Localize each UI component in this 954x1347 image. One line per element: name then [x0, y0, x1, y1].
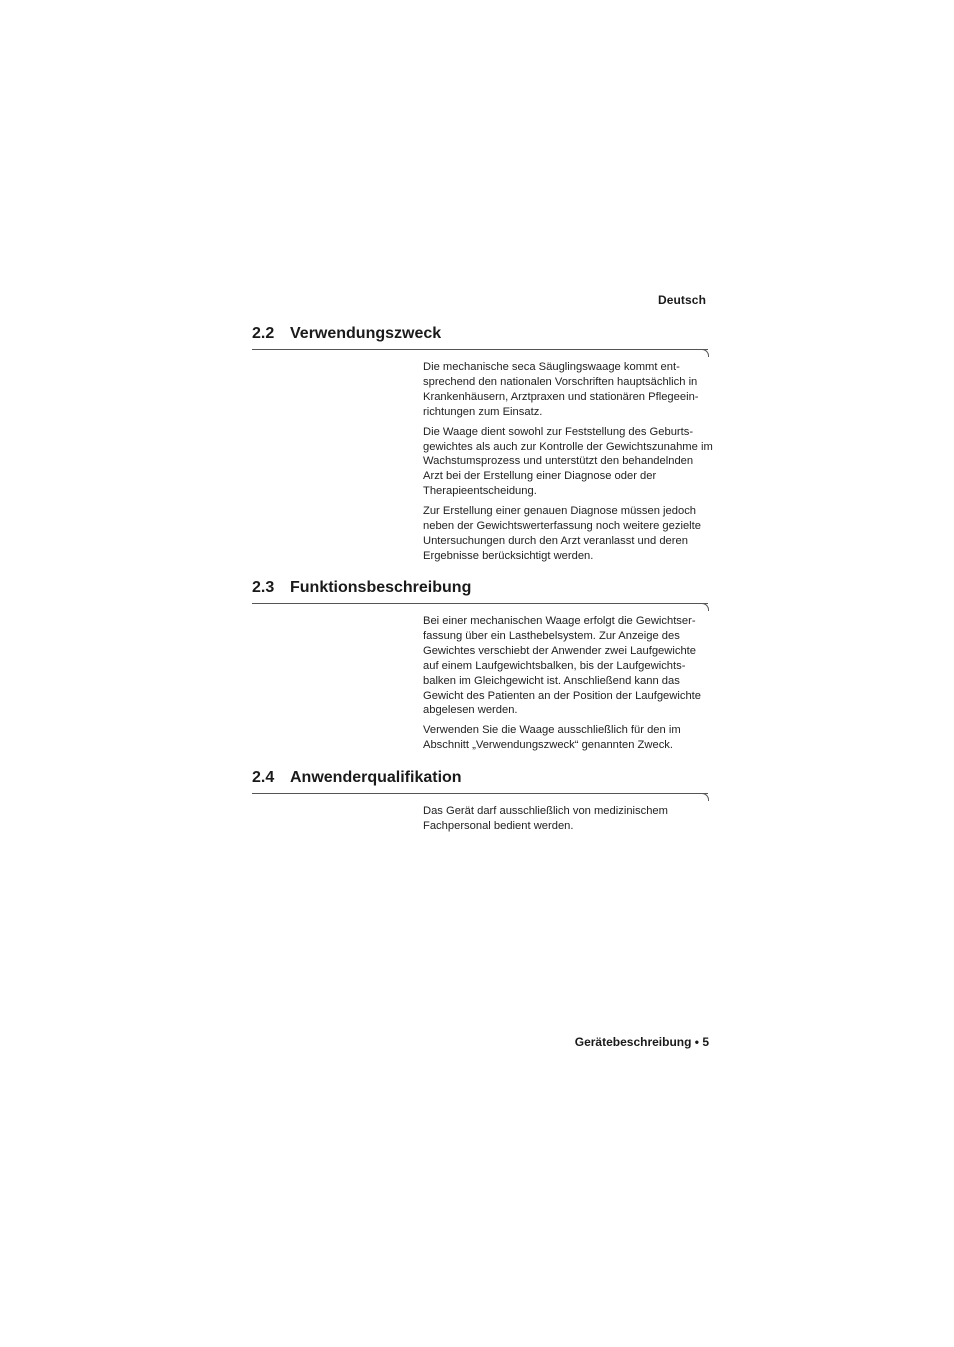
paragraph: Verwenden Sie die Waage ausschließlich für den im Abschnitt „Verwendungszweck“ genannten Zweck.	[423, 724, 681, 752]
paragraph: Bei einer mechanischen Waage erfolgt die Gewichtser- fassung über ein Lasthebelsystem. Zur Anzeige des Gewichtes verschiebt der Anwender zwei Laufgewichte auf einem Laufgewichtsbalken, bis der Laufgewichts- balken im Gleichgewicht ist. Anschließend kann das Gewicht des Patienten an der Position der Laufgewichte abgelesen werden.	[423, 615, 701, 717]
section-title	[252, 578, 708, 598]
section-number: 2.2	[252, 325, 275, 342]
section-divider	[252, 793, 708, 802]
section-anwenderqualifikation	[252, 768, 708, 839]
section-title	[252, 324, 708, 344]
section-divider	[252, 349, 708, 358]
section-body	[423, 804, 713, 834]
section-title-text: Verwendungszweck	[290, 325, 442, 342]
section-funktionsbeschreibung	[252, 578, 708, 758]
section-title	[252, 768, 708, 788]
section-title-text: Anwenderqualifikation	[290, 769, 462, 786]
section-title-text: Funktionsbeschreibung	[290, 579, 472, 596]
paragraph: Zur Erstellung einer genauen Diagnose müssen jedoch neben der Gewichtswerterfassung noch weitere gezielte Untersuchungen durch den Arzt veranlasst und deren Ergebnisse berücksichtigt werden.	[423, 505, 701, 562]
paragraph: Die mechanische seca Säuglingswaage kommt ent- sprechend den nationalen Vorschriften hauptsächlich in Krankenhäusern, Arztpraxen und stationären Pflegeein- richtungen zum Einsatz.	[423, 361, 699, 418]
section-verwendungszweck	[252, 324, 713, 569]
header-language: Deutsch	[657, 293, 706, 307]
paragraph: Die Waage dient sowohl zur Feststellung des Geburts- gewichtes als auch zur Kontrolle der Gewichtszunahme im Wachstumsprozess und unterstützt den behandelnden Arzt bei der Erstellung einer Diagnose oder der Therapieentscheidung.	[423, 425, 713, 498]
section-number: 2.3	[252, 579, 275, 596]
paragraph: Das Gerät darf ausschließlich von medizinischem Fachpersonal bedient werden.	[423, 805, 668, 832]
section-number: 2.4	[252, 769, 275, 786]
page-footer: Gerätebeschreibung • 5	[574, 1035, 709, 1049]
section-divider	[252, 603, 708, 612]
section-body	[423, 614, 713, 753]
section-body	[423, 360, 713, 564]
